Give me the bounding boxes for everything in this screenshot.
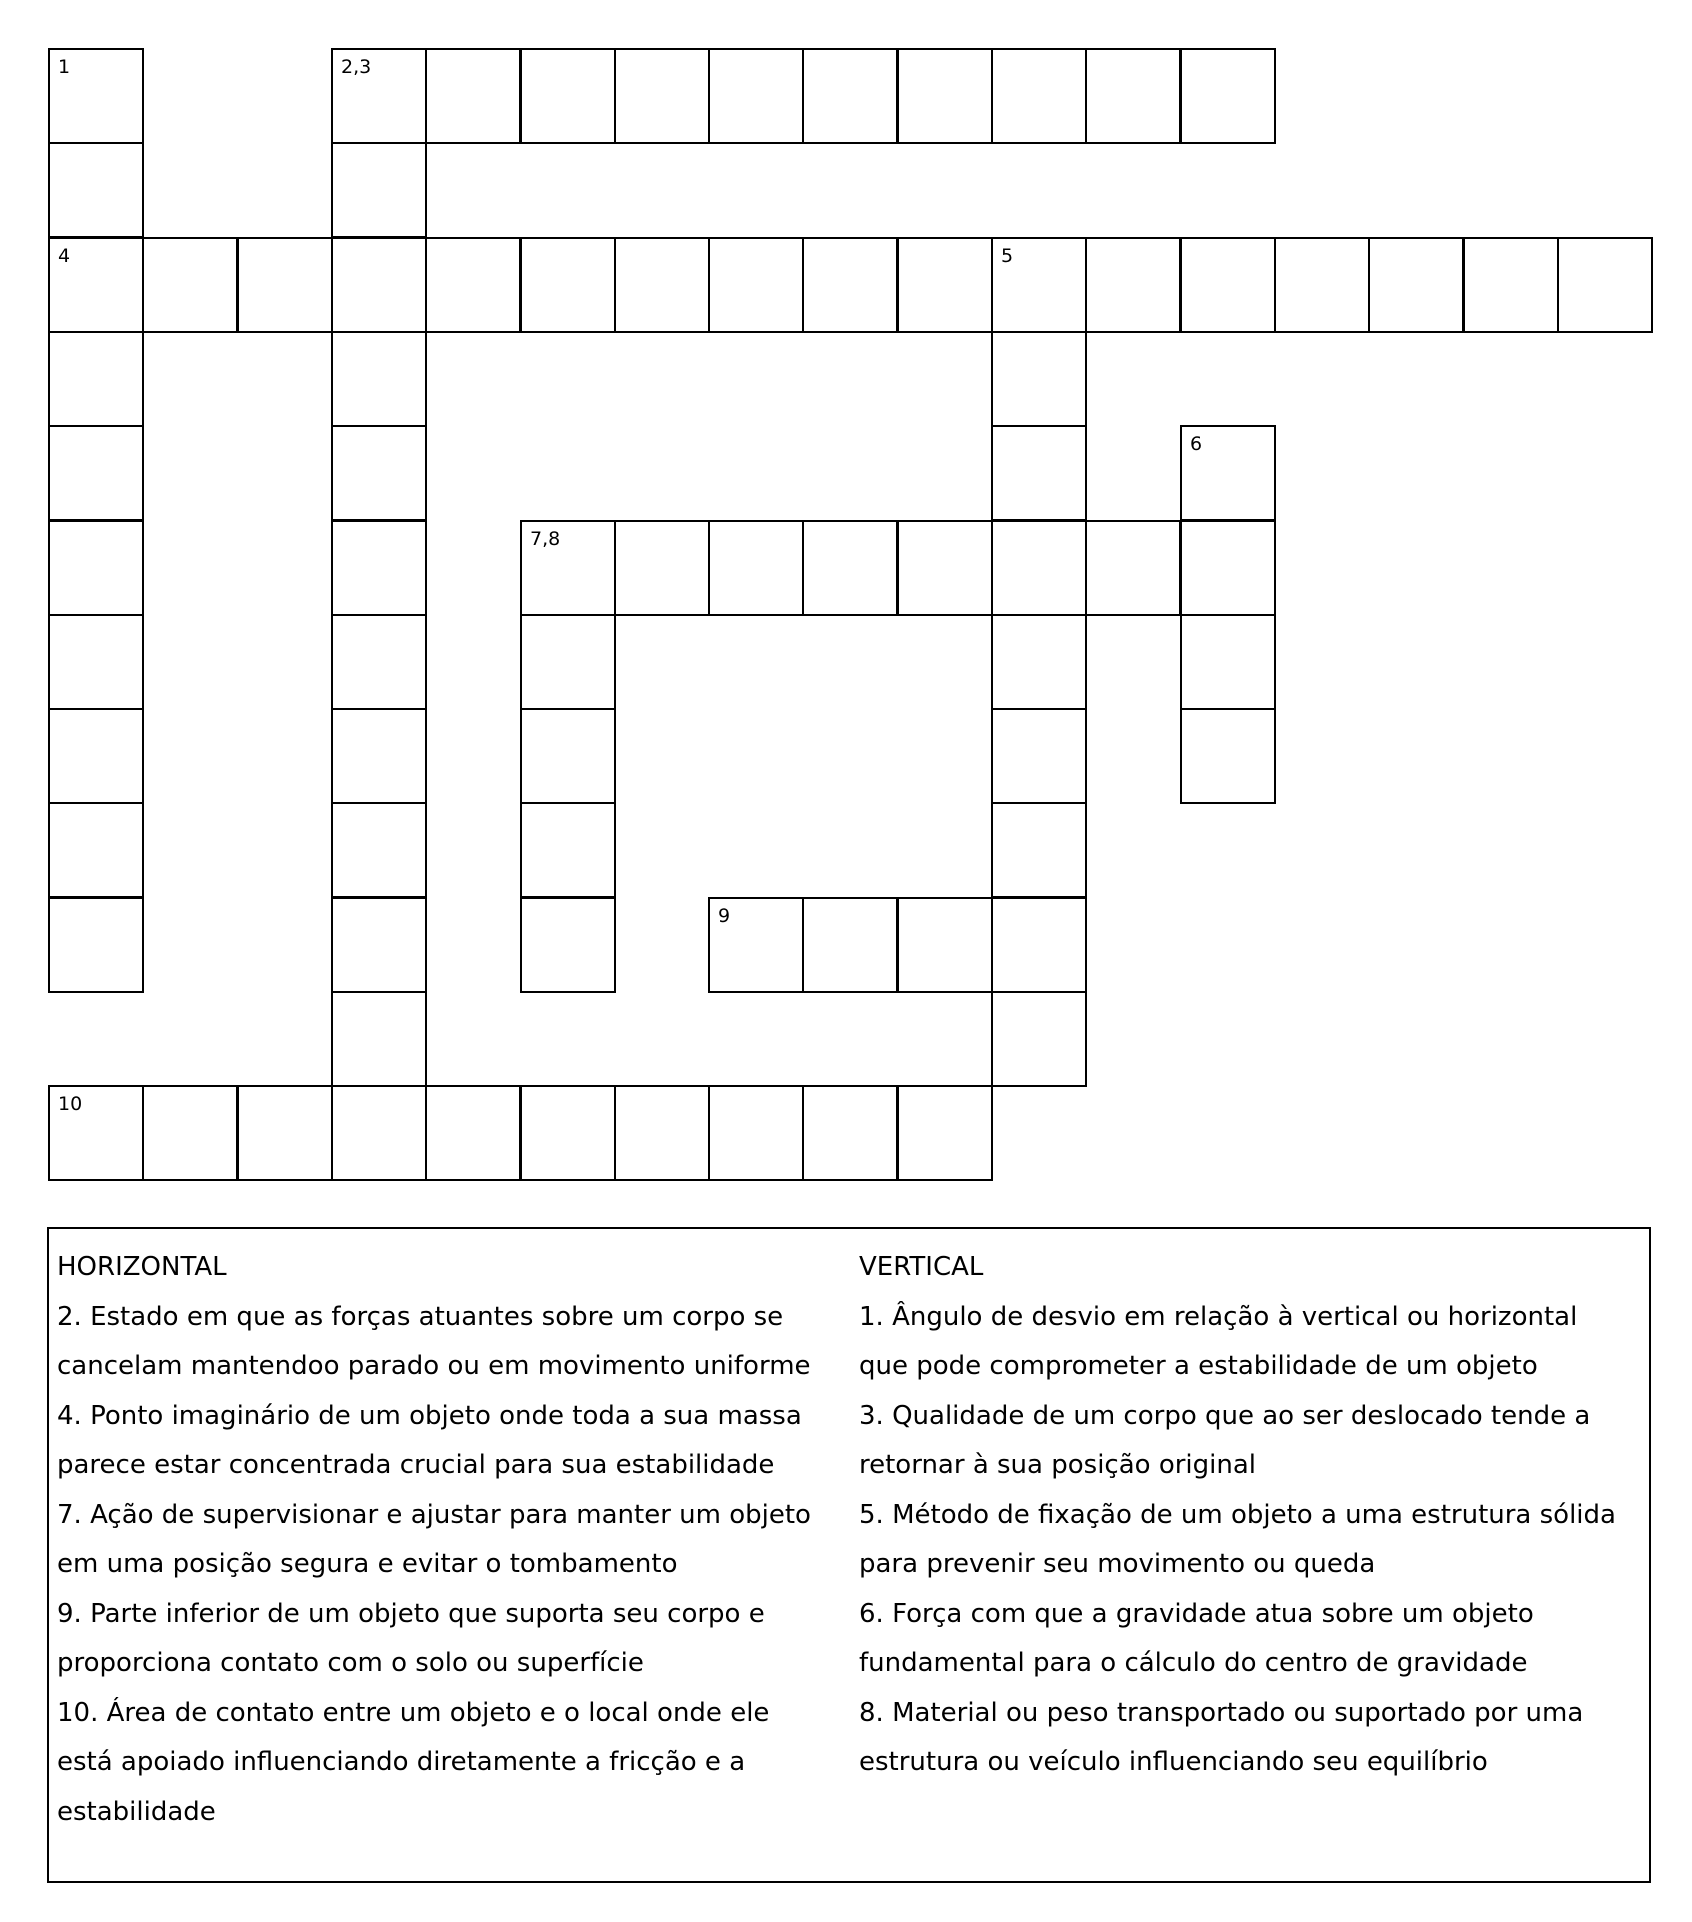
vertical-clue-line: para prevenir seu movimento ou queda — [859, 1549, 1376, 1579]
crossword-cell[interactable] — [237, 237, 333, 333]
horizontal-clue-line: 4. Ponto imaginário de um objeto onde toda a sua massa — [57, 1400, 802, 1431]
vertical-clue-line: 8. Material ou peso transportado ou suportado por uma — [859, 1697, 1584, 1728]
crossword-cell[interactable] — [425, 237, 521, 333]
crossword-cell[interactable] — [1180, 520, 1276, 616]
crossword-cell[interactable] — [48, 48, 144, 144]
crossword-cell[interactable] — [520, 1085, 616, 1181]
horizontal-clues — [57, 1243, 847, 1837]
crossword-cell[interactable] — [991, 614, 1087, 710]
clue-number: 6 — [1190, 433, 1203, 455]
crossword-cell[interactable] — [708, 48, 804, 144]
crossword-cell[interactable] — [802, 1085, 898, 1181]
crossword-cell[interactable] — [331, 48, 427, 144]
horizontal-clue-line: cancelam mantendoo parado ou em movimento uniforme — [57, 1351, 811, 1381]
clue-number: 2,3 — [341, 56, 372, 78]
crossword-cell[interactable] — [331, 991, 427, 1087]
crossword-cell[interactable] — [48, 142, 144, 238]
horizontal-clue-line: parece estar concentrada crucial para sua estabilidade — [57, 1450, 775, 1480]
crossword-cell[interactable] — [991, 425, 1087, 521]
crossword-cell[interactable] — [991, 897, 1087, 993]
crossword-cell[interactable] — [897, 48, 993, 144]
crossword-cell[interactable] — [1463, 237, 1559, 333]
crossword-cell[interactable] — [48, 614, 144, 710]
crossword-cell[interactable] — [614, 1085, 710, 1181]
clue-number: 10 — [58, 1093, 83, 1115]
crossword-cell[interactable] — [425, 48, 521, 144]
crossword-cell[interactable] — [991, 48, 1087, 144]
horizontal-clue-line: 9. Parte inferior de um objeto que suporta seu corpo e — [57, 1598, 765, 1629]
crossword-cell[interactable] — [1180, 425, 1276, 521]
crossword-cell[interactable] — [1085, 237, 1181, 333]
crossword-cell[interactable] — [48, 331, 144, 427]
vertical-clue-line: 1. Ângulo de desvio em relação à vertical ou horizontal — [859, 1301, 1578, 1332]
crossword-cell[interactable] — [331, 425, 427, 521]
crossword-cell[interactable] — [425, 1085, 521, 1181]
vertical-clue-line: 6. Força com que a gravidade atua sobre um objeto — [859, 1598, 1534, 1629]
vertical-clue-line: estrutura ou veículo influenciando seu equilíbrio — [859, 1747, 1488, 1777]
clue-number: 4 — [58, 245, 71, 267]
crossword-cell[interactable] — [1368, 237, 1464, 333]
crossword-cell[interactable] — [520, 897, 616, 993]
clue-number: 7,8 — [530, 528, 561, 550]
vertical-clues — [859, 1243, 1649, 1788]
crossword-cell[interactable] — [520, 708, 616, 804]
crossword-cell[interactable] — [708, 1085, 804, 1181]
crossword-cell[interactable] — [991, 520, 1087, 616]
horizontal-clue-line: 7. Ação de supervisionar e ajustar para manter um objeto — [57, 1499, 811, 1530]
vertical-clue-line: fundamental para o cálculo do centro de gravidade — [859, 1648, 1528, 1678]
crossword-cell[interactable] — [1274, 237, 1370, 333]
crossword-cell[interactable] — [142, 1085, 238, 1181]
vertical-heading: VERTICAL — [859, 1252, 984, 1282]
horizontal-heading: HORIZONTAL — [57, 1252, 227, 1282]
horizontal-clue-line: 2. Estado em que as forças atuantes sobre um corpo se — [57, 1301, 784, 1332]
crossword-cell[interactable] — [1557, 237, 1653, 333]
horizontal-clue-line: está apoiado influenciando diretamente a fricção e a — [57, 1747, 746, 1777]
crossword-cell[interactable] — [331, 237, 427, 333]
crossword-cell[interactable] — [802, 48, 898, 144]
crossword-cell[interactable] — [614, 237, 710, 333]
crossword-cell[interactable] — [48, 520, 144, 616]
crossword-cell[interactable] — [897, 237, 993, 333]
crossword-cell[interactable] — [1180, 708, 1276, 804]
crossword-cell[interactable] — [991, 802, 1087, 898]
crossword-cell[interactable] — [708, 237, 804, 333]
crossword-cell[interactable] — [1085, 520, 1181, 616]
crossword-cell[interactable] — [331, 802, 427, 898]
vertical-clue-line: que pode comprometer a estabilidade de um objeto — [859, 1351, 1538, 1381]
crossword-cell[interactable] — [991, 331, 1087, 427]
clue-number: 1 — [58, 56, 71, 78]
crossword-cell[interactable] — [1180, 48, 1276, 144]
crossword-cell[interactable] — [331, 1085, 427, 1181]
horizontal-clue-line: em uma posição segura e evitar o tombamento — [57, 1549, 678, 1579]
crossword-cell[interactable] — [48, 897, 144, 993]
clues-box — [47, 1227, 1651, 1883]
crossword-cell[interactable] — [48, 708, 144, 804]
clue-number: 5 — [1001, 245, 1014, 267]
crossword-cell[interactable] — [802, 520, 898, 616]
crossword-cell[interactable] — [614, 48, 710, 144]
crossword-cell[interactable] — [331, 331, 427, 427]
crossword-cell[interactable] — [614, 520, 710, 616]
crossword-cell[interactable] — [48, 802, 144, 898]
crossword-cell[interactable] — [331, 520, 427, 616]
crossword-cell[interactable] — [48, 237, 144, 333]
crossword-cell[interactable] — [708, 520, 804, 616]
crossword-cell[interactable] — [520, 520, 616, 616]
horizontal-clue-line: proporciona contato com o solo ou superfície — [57, 1648, 644, 1678]
crossword-cell[interactable] — [991, 708, 1087, 804]
crossword-cell[interactable] — [237, 1085, 333, 1181]
crossword-cell[interactable] — [1180, 237, 1276, 333]
crossword-cell[interactable] — [897, 1085, 993, 1181]
crossword-cell[interactable] — [331, 142, 427, 238]
vertical-clue-line: 5. Método de fixação de um objeto a uma estrutura sólida — [859, 1499, 1616, 1530]
crossword-cell[interactable] — [331, 708, 427, 804]
crossword-cell[interactable] — [520, 614, 616, 710]
crossword-cell[interactable] — [48, 1085, 144, 1181]
crossword-cell[interactable] — [991, 991, 1087, 1087]
crossword-cell[interactable] — [142, 237, 238, 333]
crossword-cell[interactable] — [991, 237, 1087, 333]
crossword-cell[interactable] — [897, 897, 993, 993]
crossword-cell[interactable] — [520, 237, 616, 333]
crossword-cell[interactable] — [802, 897, 898, 993]
crossword-cell[interactable] — [48, 425, 144, 521]
clue-number: 9 — [718, 905, 731, 927]
vertical-clue-line: 3. Qualidade de um corpo que ao ser deslocado tende a — [859, 1400, 1591, 1431]
crossword-cell[interactable] — [897, 520, 993, 616]
horizontal-clue-line: 10. Área de contato entre um objeto e o local onde ele — [57, 1697, 770, 1728]
crossword-cell[interactable] — [331, 614, 427, 710]
vertical-clue-line: retornar à sua posição original — [859, 1450, 1256, 1480]
crossword-cell[interactable] — [708, 897, 804, 993]
crossword-cell[interactable] — [520, 48, 616, 144]
crossword-cell[interactable] — [802, 237, 898, 333]
crossword-cell[interactable] — [1085, 48, 1181, 144]
crossword-cell[interactable] — [520, 802, 616, 898]
crossword-cell[interactable] — [1180, 614, 1276, 710]
crossword-cell[interactable] — [331, 897, 427, 993]
horizontal-clue-line: estabilidade — [57, 1796, 216, 1827]
